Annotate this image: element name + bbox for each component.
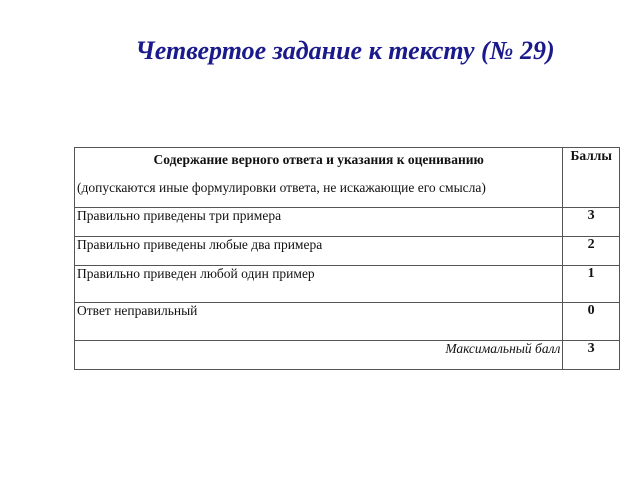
row-points: 3 <box>563 208 620 237</box>
header-content-cell <box>75 148 563 208</box>
table-row <box>75 208 620 237</box>
slide-title: Четвертое задание к тексту (№ 29) <box>135 36 555 65</box>
header-content-label: Содержание верного ответа и указания к оцениванию <box>153 152 484 167</box>
row-points: 0 <box>563 303 620 341</box>
max-score-value: 3 <box>563 341 620 370</box>
row-criterion: Правильно приведены любые два примера <box>75 237 563 266</box>
table-header-row <box>75 148 620 208</box>
row-points: 1 <box>563 266 620 303</box>
row-criterion: Правильно приведены три примера <box>75 208 563 237</box>
table-max-row <box>75 341 620 370</box>
table-row <box>75 266 620 303</box>
row-points: 2 <box>563 237 620 266</box>
row-criterion: Правильно приведен любой один пример <box>75 266 563 303</box>
max-score-label: Максимальный балл <box>75 341 563 370</box>
table-row <box>75 303 620 341</box>
row-criterion: Ответ неправильный <box>75 303 563 341</box>
table-row <box>75 237 620 266</box>
header-note: (допускаются иные формулировки ответа, не искажающие его смысла) <box>77 180 486 195</box>
header-points-label: Баллы <box>563 148 620 208</box>
grading-table <box>74 147 620 370</box>
